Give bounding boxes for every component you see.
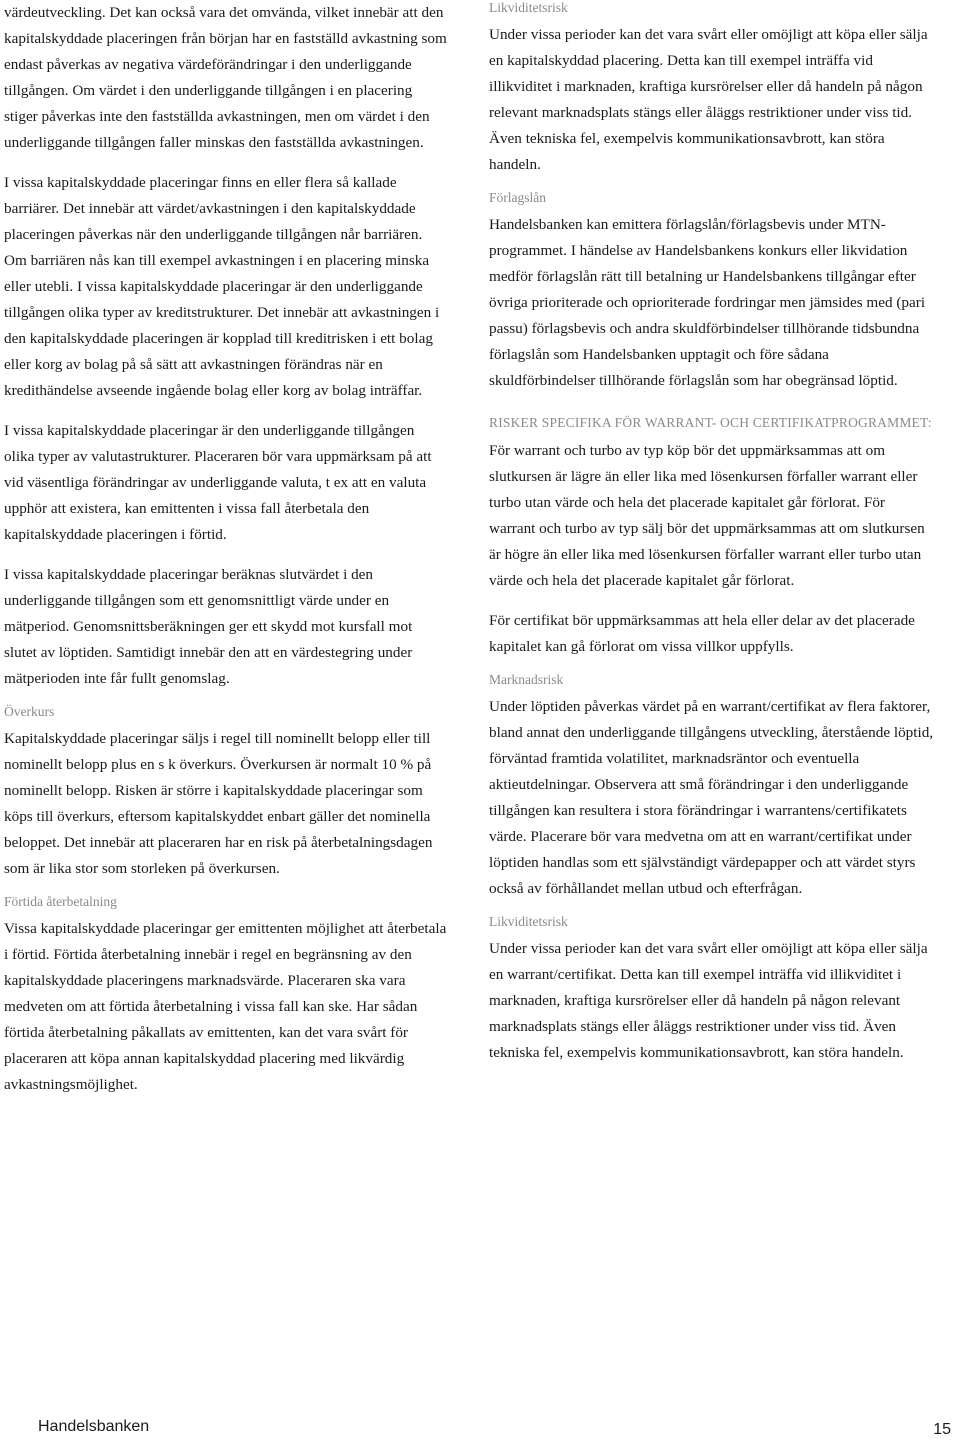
- paragraph-fortida-aterbetalning: Vissa kapitalskyddade placeringar ger emittenten möjlighet att återbetala i förtid. Förtida återbetalning innebär i regel en begränsning av den kapitalskyddade placeringens marknadsvärde. Placeraren ska vara medveten om att förtida återbetalning i vissa fall kan ske. Har sådan förtida återbetalning påkallats av emittenten, kan det vara svårt för placeraren att köpa annan kapitalskyddad placering med likvärdig avkastningsmöjlighet.: [4, 920, 447, 1093]
- heading-likviditetsrisk-1: Likviditetsrisk: [489, 0, 568, 15]
- paragraph-barriers: I vissa kapitalskyddade placeringar finns en eller flera så kallade barriärer. Det innebär att värdet/avkastningen i den kapitalskyddade placeringen påverkas när den underliggande tillgången når barriären. Om barriären nås kan till exempel avkastningen i en placering minska eller utebli. I vissa kapitalskyddade placeringar är den underliggande tillgången olika typer av kreditstrukturer. Det innebär att avkastningen i den kapitalskyddade placeringen är kopplad till kreditrisken i ett bolag eller korg av bolag på så sätt att avkastningen förändras när en kredithändelse avseende ingående bolag eller korg av bolag inträffar.: [4, 174, 440, 399]
- paragraph-average-value: I vissa kapitalskyddade placeringar beräknas slutvärdet i den underliggande tillgången som ett genomsnittligt värde under en mätperiod. Genomsnittsberäkningen ger ett skydd mot kursfall mot slutet av löptiden. Samtidigt innebär den att en värdestegring under mätperioden inte får fullt genomslag.: [4, 566, 413, 687]
- paragraph-currency-structures: I vissa kapitalskyddade placeringar är den underliggande tillgången olika typer av valutastrukturer. Placeraren bör vara uppmärksam på att vid väsentliga förändringar av underliggande valuta, t ex att en valuta upphör att existera, kan emittenten i vissa fall återbetala den kapitalskyddade placeringen i förtid.: [4, 422, 432, 543]
- paragraph-likviditetsrisk-1: Under vissa perioder kan det vara svårt eller omöjligt att köpa eller sälja en kapitalskyddad placering. Detta kan till exempel inträffa vid illikviditet i marknaden, kraftiga kursrörelser eller då handeln på någon relevant marknadsplats stängs eller åläggs restriktioner under viss tid. Även tekniska fel, exempelvis kommunikationsavbrott, kan störa handeln.: [489, 26, 928, 173]
- heading-marknadsrisk: Marknadsrisk: [489, 672, 564, 687]
- right-column: [489, 0, 934, 1078]
- paragraph-warrant-turbo: För warrant och turbo av typ köp bör det uppmärksammas att om slutkursen är lägre än eller lika med lösenkursen förfaller warrant eller turbo utan värde och hela det placerade kapitalet går förlorat. För warrant och turbo av typ sälj bör det uppmärksammas att om slutkursen är högre än eller lika med lösenkursen förfaller warrant eller turbo utan värde och hela det placerade kapitalet går förlorat.: [489, 442, 925, 589]
- heading-forlagslan: Förlagslån: [489, 190, 546, 205]
- heading-overkurs: Överkurs: [4, 704, 55, 719]
- paragraph-forlagslan: Handelsbanken kan emittera förlagslån/förlagsbevis under MTN-programmet. I händelse av Handelsbankens konkurs eller likvidation medför förlagslån rätt till betalning ur Handelsbankens tillgångar efter övriga prioriterade och oprioriterade fordringar men jämsides med (pari passu) förlagsbevis och andra skuldförbindelser tillhörande tidsbundna förlagslån som Handelsbanken upptagit och före sådana skuldförbindelser tillhörande förlagslån som har obegränsad löptid.: [489, 216, 926, 389]
- paragraph-certifikat: För certifikat bör uppmärksammas att hela eller delar av det placerade kapitalet kan gå förlorat om vissa villkor uppfylls.: [489, 612, 915, 655]
- footer-brand: Handelsbanken: [38, 1418, 150, 1435]
- heading-fortida-aterbetalning: Förtida återbetalning: [4, 894, 117, 909]
- paragraph-marknadsrisk: Under löptiden påverkas värdet på en warrant/certifikat av flera faktorer, bland annat den underliggande tillgångens utveckling, återstående löptid, förväntad framtida volatilitet, marknadsräntor och eventuella aktieutdelningar. Observera att små förändringar i den underliggande tillgången kan resultera i stora förändringar i warrantens/certifikatets värde. Placerare bör vara medvetna om att en warrant/certifikat under löptiden handlas som ett självständigt värdepapper och att värdet styrs också av förhållandet mellan utbud och efterfrågan.: [489, 698, 934, 897]
- left-column: [4, 0, 448, 1110]
- page-number: 15: [933, 1421, 951, 1438]
- heading-risker-warrant-certifikat: RISKER SPECIFIKA FÖR WARRANT- OCH CERTIFIKATPROGRAMMET:: [489, 415, 932, 430]
- paragraph-value-development: värdeutveckling. Det kan också vara det omvända, vilket innebär att den kapitalskyddade placeringen från början har en fastställd avkastning som endast påverkas av negativa värdeförändringar i den underliggande tillgången. Om värdet i den underliggande tillgången i en placering stiger påverkas inte den fastställda avkastningen, men om värdet i den underliggande tillgången faller minskas den fastställda avkastningen.: [4, 4, 447, 151]
- heading-likviditetsrisk-2: Likviditetsrisk: [489, 914, 568, 929]
- paragraph-likviditetsrisk-2: Under vissa perioder kan det vara svårt eller omöjligt att köpa eller sälja en warrant/certifikat. Detta kan till exempel inträffa vid illikviditet i marknaden, kraftiga kursrörelser eller då handeln på någon relevant marknadsplats stängs eller åläggs restriktioner under viss tid. Även tekniska fel, exempelvis kommunikationsavbrott, kan störa handeln.: [489, 940, 928, 1061]
- paragraph-overkurs: Kapitalskyddade placeringar säljs i regel till nominellt belopp eller till nominellt belopp plus en s k överkurs. Överkursen är normalt 10 % på nominellt belopp. Risken är större i kapitalskyddade placeringar som köps till överkurs, eftersom kapitalskyddet enbart gäller det nominella beloppet. Det innebär att placeraren har en risk på återbetalningsdagen som är lika stor som storleken på överkursen.: [4, 730, 433, 877]
